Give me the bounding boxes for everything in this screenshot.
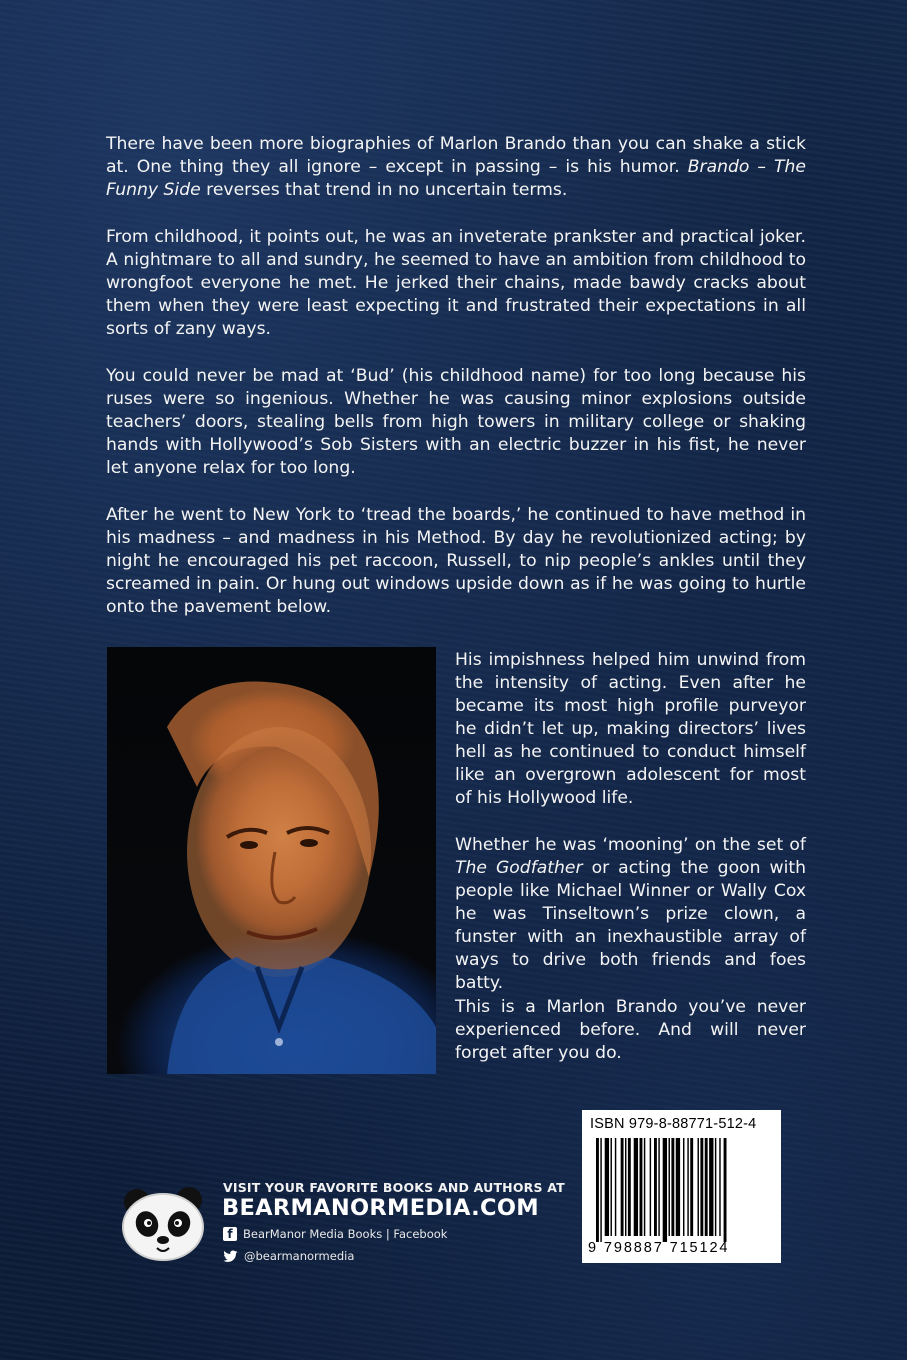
barcode-bar xyxy=(644,1138,645,1236)
blurb-paragraph-7: This is a Marlon Brando you’ve never experienced before. And will never forget after you do. xyxy=(455,997,806,1063)
barcode-bar xyxy=(700,1138,703,1236)
barcode-bar xyxy=(634,1138,638,1236)
barcode-bar xyxy=(683,1138,684,1236)
blurb-paragraph-3: You could never be mad at ‘Bud’ (his childhood name) for too long because his ruses were so ingenious. Whether he was causing minor explosions outside teachers’ doors, stealing bells from high towers in military college or shaking hands with Hollywood’s Sob Sisters with an electric buzzer in his fist, he never let anyone relax for too long. xyxy=(106,366,806,478)
barcode-bar xyxy=(654,1138,657,1236)
barcode-bar xyxy=(611,1138,612,1236)
barcode-bar xyxy=(687,1138,688,1236)
blurb-paragraph-1 xyxy=(106,133,806,202)
barcode-bar xyxy=(621,1138,624,1236)
barcode-bar xyxy=(625,1138,626,1236)
barcode-bar xyxy=(669,1138,670,1236)
blurb-paragraph-5: His impishness helped him unwind from the intensity of acting. Even after he became its most high profile purveyor he didn’t let up, making directors’ lives hell as he continued to conduct himself like an overgrown adolescent for most of his Hollywood life. xyxy=(455,650,806,808)
twitter-label: @bearmanormedia xyxy=(244,1249,355,1263)
isbn-label: ISBN 979-8-88771-512-4 xyxy=(590,1116,757,1132)
barcode-bar xyxy=(658,1138,659,1236)
film-title: The Godfather xyxy=(455,858,583,878)
twitter-link[interactable] xyxy=(223,1249,354,1263)
barcode-bar xyxy=(719,1138,720,1236)
barcode-bar xyxy=(709,1138,713,1236)
barcode-bar xyxy=(690,1138,693,1236)
blurb-paragraph-4: After he went to New York to ‘tread the boards,’ he continued to have method in his madness – and madness in his Method. By day he revolutionized acting; by night he encouraged his pet raccoon, Russell, to nip people’s ankles until they screamed in pain. Or hung out windows upside down as if he was going to hurtle onto the pavement below. xyxy=(106,505,806,617)
barcode-bar xyxy=(600,1138,601,1242)
barcode-bar xyxy=(650,1138,651,1236)
visit-tagline: VISIT YOUR FAVORITE BOOKS AND AUTHORS AT xyxy=(223,1180,565,1195)
blurb-text: reverses that trend in no uncertain terms. xyxy=(200,180,568,200)
barcode-bar xyxy=(615,1138,616,1236)
author-photo xyxy=(107,647,436,1074)
barcode-bar xyxy=(724,1138,727,1242)
barcode-bar xyxy=(628,1138,631,1236)
blurb-text: Whether he was ‘mooning’ on the set of xyxy=(455,835,806,855)
twitter-bird-icon xyxy=(223,1250,238,1263)
barcode-bar xyxy=(663,1138,667,1242)
barcode-digits: 9 798887 715124 xyxy=(588,1240,730,1256)
barcode-bar xyxy=(698,1138,699,1236)
blurb-paragraph-2: From childhood, it points out, he was an inveterate prankster and practical joker. A nightmare to all and sundry, he seemed to have an ambition from childhood to wrongfoot everyone he met. He jerked their chains, made bawdy cracks about them when they were least expecting it and frustrated their expectations in all sorts of zany ways. xyxy=(106,227,806,339)
barcode-bar xyxy=(671,1138,674,1236)
barcode-bar xyxy=(640,1138,643,1236)
facebook-link[interactable] xyxy=(223,1227,447,1241)
blurb-text: There have been more biographies of Marlon Brando than you can shake a stick at. One thing they all ignore – except in passing – is his humor. xyxy=(106,134,806,177)
barcode-bar xyxy=(596,1138,599,1242)
portrait-illustration xyxy=(107,647,436,1074)
facebook-icon: f xyxy=(223,1227,237,1241)
book-title: Brando – The Funny Side xyxy=(106,157,806,200)
blurb-paragraph-6 xyxy=(455,834,806,995)
barcode-bar xyxy=(705,1138,708,1236)
blurb-text: or acting the goon with people like Michael Winner or Wally Cox he was Tinseltown’s prize clown, a funster with an inexhaustible array of ways to drive both friends and foes batty. xyxy=(455,858,806,993)
isbn-barcode xyxy=(582,1110,781,1263)
barcode-bar xyxy=(605,1138,609,1236)
barcode-bar xyxy=(715,1138,716,1236)
barcode-bar xyxy=(676,1138,680,1236)
publisher-website-link[interactable]: BEARMANORMEDIA.COM xyxy=(222,1195,539,1221)
facebook-label: BearManor Media Books | Facebook xyxy=(243,1227,448,1241)
panda-logo-icon xyxy=(117,1182,209,1262)
